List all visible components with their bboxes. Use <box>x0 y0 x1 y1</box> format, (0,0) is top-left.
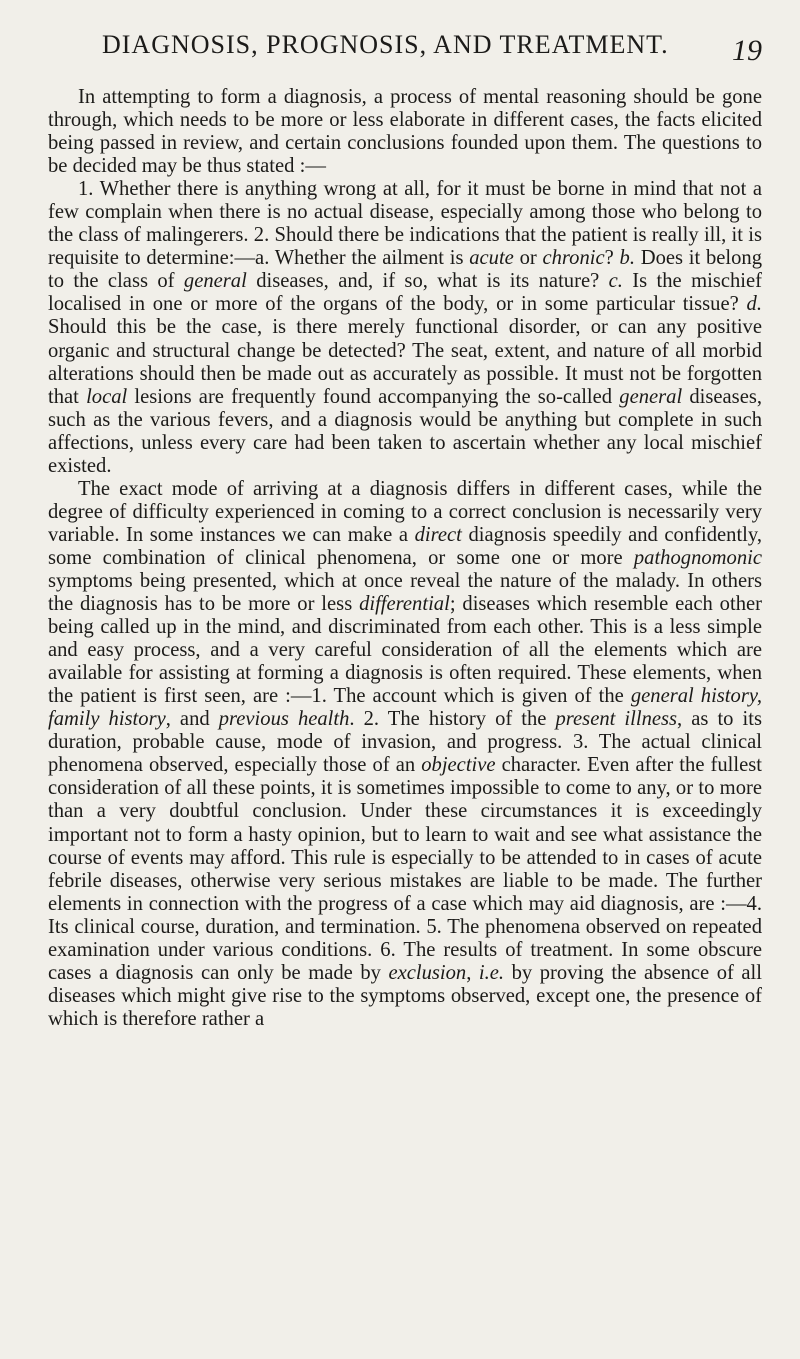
italic-text: general <box>619 385 683 408</box>
text-run: Should this be the case, is there merely functional disorder, or can any positive organic and structural change be detected? The seat, extent, and nature of all morbid alterations should then be made out as accurately as possible. It must not be forgotten that <box>48 316 762 408</box>
italic-text: pathognomonic <box>633 546 762 569</box>
running-head <box>48 30 762 67</box>
text-run: . 2. The history of the <box>349 708 556 731</box>
running-title: DIAGNOSIS, PROGNOSIS, AND TREATMENT. <box>102 30 669 59</box>
text-run: symptoms being presented, which at once reveal the nature of the malady. In others the diagnosis has to be more or less <box>48 569 762 616</box>
body-text <box>48 86 762 1031</box>
italic-text: exclusion <box>388 961 467 984</box>
italic-text: general history, family history <box>48 685 762 731</box>
book-page <box>48 0 762 1359</box>
paragraph <box>48 178 762 478</box>
text-run: , <box>466 961 479 984</box>
text-run: , and <box>165 708 219 731</box>
paragraph <box>48 478 762 1031</box>
text-run: diseases, such as the various fevers, and a diagnosis would be anything but complete in such affections, unless every care had been taken to ascertain whether any local mischief existed. <box>48 385 762 477</box>
page-number: 19 <box>732 34 762 67</box>
text-run: lesions are frequently found accompanying the so-called <box>127 385 620 408</box>
text-run: In attempting to form a diagnosis, a process of mental reasoning should be gone through, which needs to be more or less elaborate in different cases, the facts elicited being passed in review, and certain conclusions founded upon them. The questions to be decided may be thus stated :— <box>48 86 762 178</box>
italic-text: differential <box>359 593 450 616</box>
text-run: 1. Whether there is anything wrong at all, for it must be borne in mind that not a few complain when there is no actual disease, especially among those who belong to the class of malingerers. 2. Should there be indications that the patient is really ill, it is requisite to determine:—a. Whether the ailment is <box>48 178 762 270</box>
text-run: The exact mode of arriving at a diagnosis differs in different cases, while the degree of difficulty experienced in coming to a correct conclusion is necessarily very variable. In some instances we can make a <box>48 477 762 546</box>
italic-text: present illness <box>555 708 678 731</box>
italic-text: c. <box>608 270 623 293</box>
text-run: , as to its duration, probable cause, mode of invasion, and progress. 3. The actual clinical phenomena observed, especially those of an <box>48 708 762 777</box>
italic-text: chronic <box>542 247 605 270</box>
italic-text: local <box>86 385 128 408</box>
italic-text: general <box>183 270 247 293</box>
paragraph <box>48 86 762 178</box>
italic-text: direct <box>414 523 462 546</box>
italic-text: b. <box>619 247 635 270</box>
text-run: diseases, and, if so, what is its nature? <box>246 270 609 293</box>
italic-text: previous health <box>218 708 350 731</box>
text-run: Does it belong to the class of <box>48 247 763 293</box>
italic-text: objective <box>421 754 496 777</box>
italic-text: acute <box>469 247 514 270</box>
italic-text: i.e. <box>478 961 505 984</box>
text-run: or <box>513 247 543 270</box>
text-run: character. Even after the fullest consideration of all these points, it is sometimes impossible to come to any, or to more than a very doubtful conclusion. Under these circumstances it is exceedingly important not to form a hasty opinion, but to learn to wait and see what assistance the course of events may afford. This rule is especially to be attended to in cases of acute febrile diseases, otherwise very serious mistakes are liable to be made. The further elements in connection with the progress of a case which may aid diagnosis, are :—4. Its clinical course, duration, and termination. 5. The phenomena observed on repeated examination under various conditions. 6. The results of treatment. In some obscure cases a diagnosis can only be made by <box>48 754 762 984</box>
text-run: ; diseases which resemble each other being called up in the mind, and discriminated from each other. This is a less simple and easy process, and a very careful consideration of all the elements which are available for assisting at forming a diagnosis is often required. These elements, when the patient is first seen, are :—1. The account which is given of the <box>48 593 762 708</box>
italic-text: d. <box>746 293 762 316</box>
text-run: ? <box>604 247 620 270</box>
text-run: by proving the absence of all diseases which might give rise to the symptoms observed, except one, the presence of which is therefore rather a <box>48 961 762 1030</box>
text-run: diagnosis speedily and confidently, some combination of clinical phenomena, or some one or more <box>48 523 763 569</box>
text-run: Is the mischief localised in one or more of the organs of the body, or in some particular tissue? <box>48 270 762 316</box>
